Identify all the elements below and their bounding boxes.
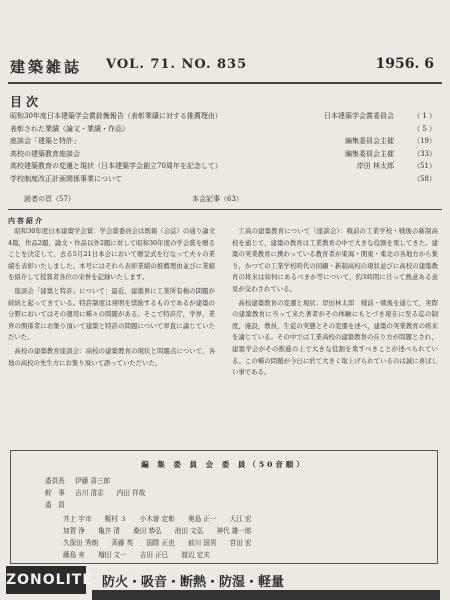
toc-title: 表彰された業績（論文・業績・作品）: [10, 124, 129, 133]
editorial-committee-box: [10, 450, 438, 564]
committee-names: 井上 宇市 梶村 ３ 小木曽 定彰 奥島 正一 大江 宏: [63, 515, 252, 523]
ad-bar: [92, 590, 440, 600]
toc-page: （33）: [413, 149, 436, 158]
toc-page: （58）: [413, 174, 436, 183]
toc-title: 学校制度改正計画関係事業について: [10, 174, 122, 183]
intro-left-column: [8, 226, 215, 371]
toc-row[interactable]: [10, 135, 436, 148]
committee-names: 伊藤 喜三郎: [75, 477, 111, 485]
committee-names: 藤島 亥 増田 文一 吉田 正巳 渡辺 定夫: [63, 551, 210, 559]
toc-bottom-rule: [8, 209, 442, 210]
committee-names: 吉川 清志 内田 祥哉: [75, 489, 146, 497]
intro-paragraph: 昭和30年度日本建築学会賞：学会賞委員会は既報（会誌）の通り論文4篇，作品2題，論文・作品以外2題に対して昭和30年度の学会賞を贈ることを決定して，去る5月21日本会において贈呈式を行なって夫々の業績を表彰いたしました。本号にはそれら表彰業績の推薦理由並びに業績を紹介して授賞者各位の栄誉を記録いたします。: [8, 227, 215, 282]
toc-title: 高校建築教育の変遷と現状（日本建築学会創立70周年を記念して）: [10, 162, 222, 171]
toc-author: 日本建築学会賞委員会: [324, 112, 394, 120]
intro-paragraph: 高校の建築教育座談会：高校の建築教育の現状と問題点について，各地の高校の先生方にお集り頂いて語っていただいた。: [8, 346, 215, 367]
committee-row: [45, 475, 110, 485]
toc-row[interactable]: [10, 148, 436, 161]
committee-role: 委 員: [45, 501, 65, 509]
toc-page: （19）: [413, 137, 436, 146]
committee-title: 編 集 委 員 会 委 員（50音順）: [141, 460, 307, 469]
toc-author: 編集委員会主催: [345, 137, 394, 146]
issue-date: 1956. 6: [375, 56, 434, 72]
toc-title: 座談会「建築と特許」: [10, 137, 80, 146]
committee-names: 久保田 秀朗 斉藤 英 国際 正也 前川 国男 宮田 宏: [63, 539, 252, 547]
committee-row: [63, 513, 252, 523]
intro-paragraph: 座談会「建築と特許」について：最近，建築界に工業所有権の問題が続続と起ってきている。特許制度は発明を奨励するものであるが建築の分野においてはその運用に種々の問題がある。そこで特許庁，学界，業界の関係者にお集り頂いて建築と特許の問題について率直に論じていただいた。: [8, 286, 215, 342]
toc-page: （51）: [413, 162, 436, 171]
ad-tagline: 防火・吸音・断熱・防湿・軽量: [102, 575, 285, 590]
committee-role: 幹 事: [45, 489, 65, 497]
volume-number: VOL. 71. NO. 835: [106, 57, 248, 72]
intro-right-column: [232, 226, 438, 381]
toc-page: （ 1 ）: [413, 112, 436, 120]
toc-row[interactable]: [10, 173, 436, 186]
masthead-rule: [8, 82, 442, 84]
toc-row[interactable]: [10, 110, 436, 123]
zonolite-logo: ZONOLITE: [6, 566, 86, 594]
advertisement[interactable]: [6, 566, 446, 600]
toc-title: 昭和30年度日本建築学会賞銓衡報告（表彰業績に対する推薦理由）: [10, 112, 222, 120]
readers-page-entry[interactable]: 読者の頁（57）: [24, 195, 75, 203]
committee-names: 加賀 浄 亀井 清 桑田 恭弘 池田 文弘 神代 雄一郎: [63, 527, 252, 535]
committee-row: [63, 537, 252, 547]
toc-row[interactable]: [10, 123, 436, 136]
committee-role: 委員長: [45, 477, 65, 485]
toc-heading: 目次: [10, 95, 43, 109]
intro-paragraph: 工高の建築教育について（座談会）：戦前の工業学校・戦後の新制高校を通じて，建築の教育は工業教育の中で大きな役割を果してきた。建築の実業教育に携わっている教育者が東海・関東・東北の各地方から集り，かつての工業学校時代の回顧・新制高校の現状並びに高校の建築教育の将来は如何にあるべきか等について，約3時間に亘って熱意ある意見が交わされている。: [232, 227, 438, 293]
toc-author: 岸田 林太郎: [356, 162, 394, 171]
committee-row: [45, 487, 145, 497]
toc-row[interactable]: [10, 160, 436, 173]
committee-row: [45, 499, 73, 509]
toc-author: 編集委員会主催: [345, 149, 394, 158]
table-of-contents: [10, 110, 436, 186]
committee-row: [63, 549, 210, 559]
intro-paragraph: 高校建築教育の変遷と現状：岸田林太郎 戦前・戦後を通じて，実際の建築教育に当って来た著者がその体験にもとづき現在に至る迄の制度，施設，教員，生徒の実態とその変遷を述べ，建築の実業教育の将来を論じている。その中では工業高校の建築教育の在り方が問題とされ，建築学会がその推進の上で大きな役割を果すべきことが述べられている。この種の問題が今日に於て大きく取上げられているのは誠に喜ばしい事である。: [232, 298, 438, 377]
committee-row: [63, 525, 252, 535]
journal-name: 建築雑誌: [10, 58, 83, 76]
toc-page: （ 5 ）: [413, 124, 436, 133]
masthead: [10, 56, 440, 80]
intro-heading: 内容紹介: [8, 216, 44, 225]
society-news-entry[interactable]: 本会記事（63）: [192, 195, 243, 203]
toc-title: 高校の建築教育座談会: [10, 149, 80, 158]
